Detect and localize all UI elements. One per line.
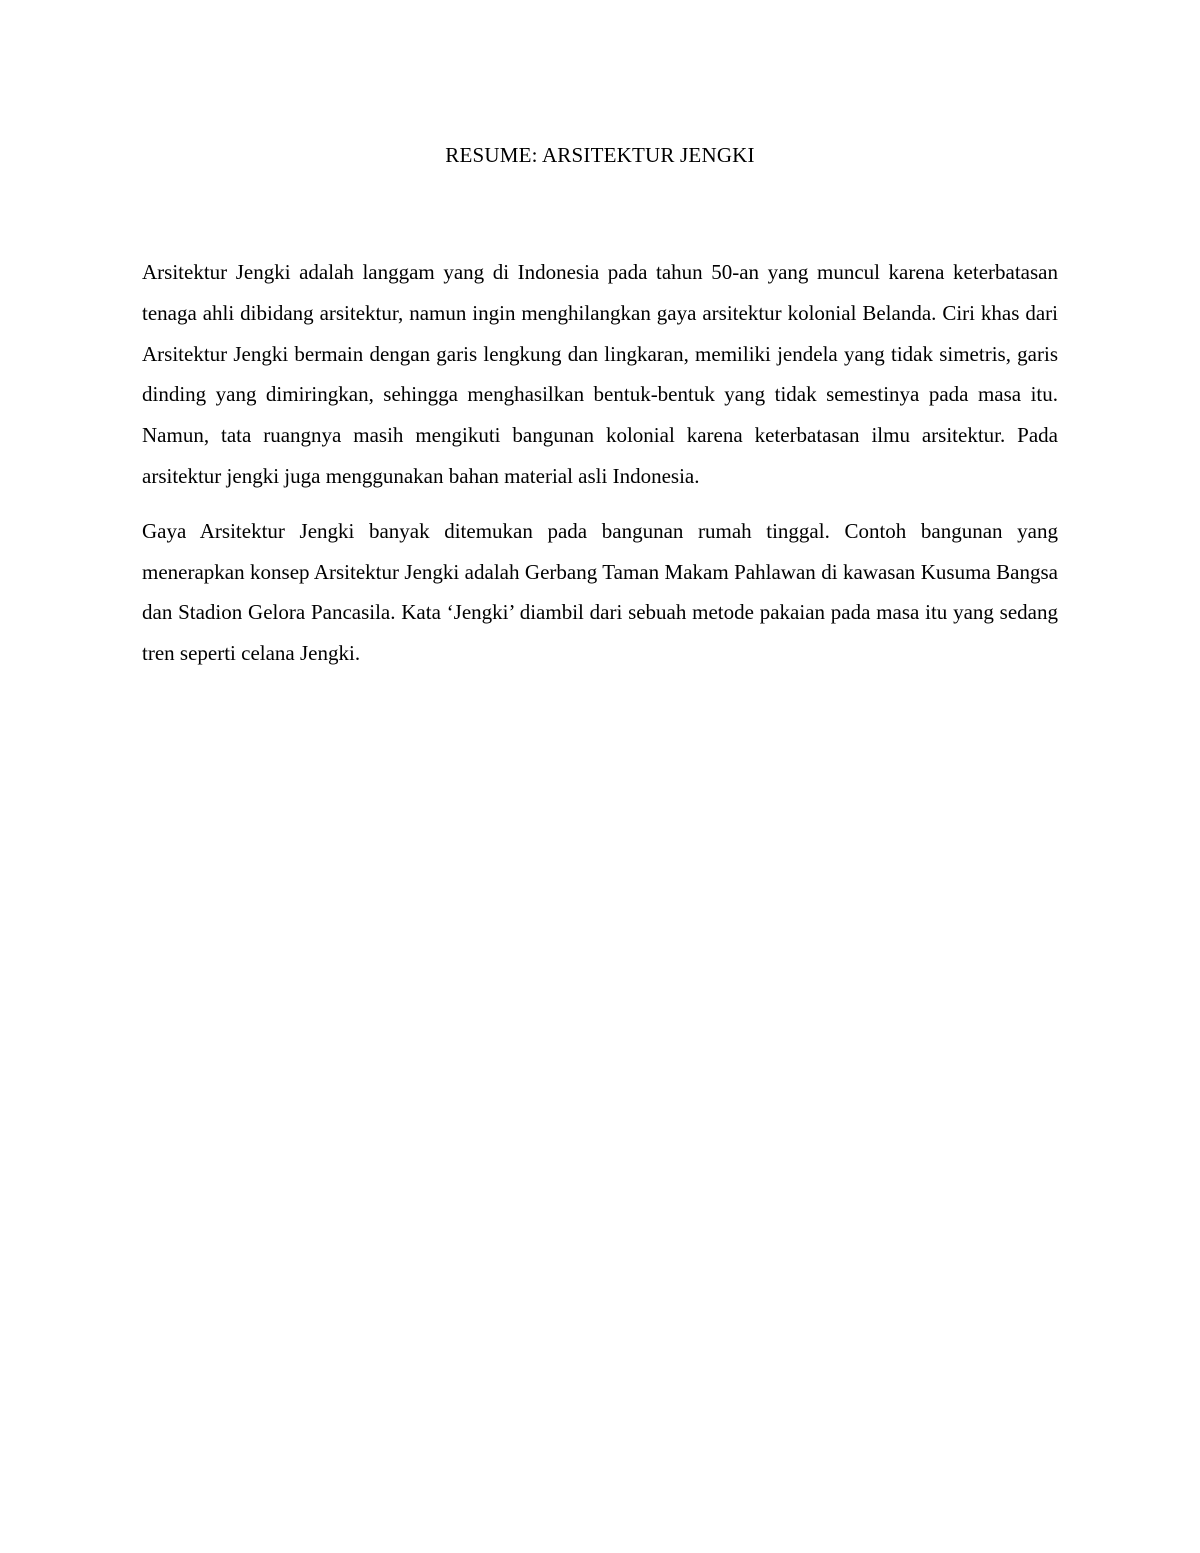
document-title: RESUME: ARSITEKTUR JENGKI [445, 143, 755, 167]
paragraph-1: Arsitektur Jengki adalah langgam yang di Indonesia pada tahun 50-an yang muncul karena keterbatasan tenaga ahli dibidang arsitektur, namun ingin menghilangkan gaya arsitektur kolonial Belanda. Ciri khas dari Arsitektur Jengki bermain dengan garis lengkung dan lingkaran, memiliki jendela yang tidak simetris, garis dinding yang dimiringkan, sehingga menghasilkan bentuk-bentuk yang tidak semestinya pada masa itu. Namun, tata ruangnya masih mengikuti bangunan kolonial karena keterbatasan ilmu arsitektur. Pada arsitektur jengki juga menggunakan bahan material asli Indonesia. [142, 260, 1058, 488]
document-body [142, 252, 1058, 688]
paragraph-2: Gaya Arsitektur Jengki banyak ditemukan pada bangunan rumah tinggal. Contoh bangunan yang menerapkan konsep Arsitektur Jengki adalah Gerbang Taman Makam Pahlawan di kawasan Kusuma Bangsa dan Stadion Gelora Pancasila. Kata ‘Jengki’ diambil dari sebuah metode pakaian pada masa itu yang sedang tren seperti celana Jengki. [142, 518, 1058, 666]
